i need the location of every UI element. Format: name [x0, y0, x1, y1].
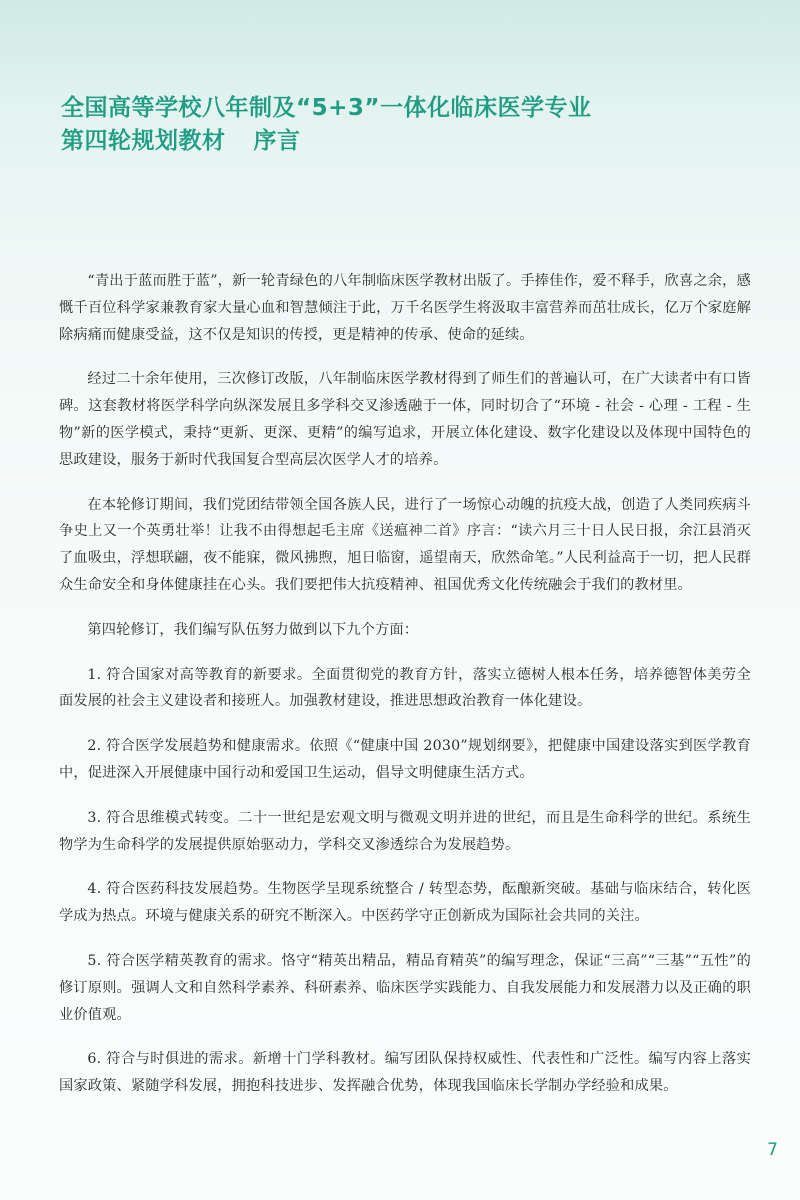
- list-item-3: 3. 符合思维模式转变。二十一世纪是宏观文明与微观文明并进的世纪，而且是生命科学的世纪。系统生物学为生命科学的发展提供原始驱动力，学科交叉渗透综合为发展趋势。: [59, 809, 751, 853]
- paragraph-history: 经过二十余年使用，三次修订改版，八年制临床医学教材得到了师生们的普遍认可，在广大读者中有口皆碑。这套教材将医学科学向纵深发展且多学科交叉渗透融于一体，同时切合了“环境 - 社会 - 心理 - 工程 - 生物”新的医学模式，秉持“更新、更深、更精”的编写追求，开展立体化建设、数字化建设以及体现中国特色的思政建设，服务于新时代我国复合型高层次医学人才的培养。: [59, 371, 751, 468]
- list-item-5: 5. 符合医学精英教育的需求。恪守“精英出精品，精品育精英”的编写理念，保证“三高”“三基”“五性”的修订原则。强调人文和自然科学素养、科研素养、临床医学实践能力、自我发展能力和发展潜力以及正确的职业价值观。: [59, 952, 751, 1023]
- paragraph-pandemic: 在本轮修订期间，我们党团结带领全国各族人民，进行了一场惊心动魄的抗疫大战，创造了人类同疾病斗争史上又一个英勇壮举！让我不由得想起毛主席《送瘟神二首》序言：“读六月三十日人民日报，余江县消灭了血吸虫，浮想联翩，夜不能寐，微风拂煦，旭日临窗，遥望南天，欣然命笔。”人民利益高于一切，把人民群众生命安全和身体健康挂在心头。我们要把伟大抗疫精神、祖国优秀文化传统融会于我们的教材里。: [59, 496, 751, 593]
- preface-body: [59, 268, 751, 1118]
- title-series-name: 第四轮规划教材: [61, 128, 226, 154]
- title-line-1: 全国高等学校八年制及“5+3”一体化临床医学专业: [61, 95, 592, 121]
- preface-title: [61, 92, 761, 158]
- page-number: 7: [767, 1140, 778, 1160]
- list-item-4: 4. 符合医药科技发展趋势。生物医学呈现系统整合 / 转型态势，酝酿新突破。基础与临床结合，转化医学成为热点。环境与健康关系的研究不断深入。中医药学守正创新成为国际社会共同的关注。: [59, 881, 751, 925]
- list-item-1: 1. 符合国家对高等教育的新要求。全面贯彻党的教育方针，落实立德树人根本任务，培养德智体美劳全面发展的社会主义建设者和接班人。加强教材建设，推进思想政治教育一体化建设。: [59, 666, 751, 710]
- list-item-6: 6. 符合与时俱进的需求。新增十门学科教材。编写团队保持权威性、代表性和广泛性。编写内容上落实国家政策、紧随学科发展，拥抱科技进步、发挥融合优势，体现我国临床长学制办学经验和成果。: [59, 1051, 751, 1095]
- list-item-2: 2. 符合医学发展趋势和健康需求。依照《“健康中国 2030”规划纲要》，把健康中国建设落实到医学教育中，促进深入开展健康中国行动和爱国卫生运动，倡导文明健康生活方式。: [59, 738, 751, 781]
- paragraph-intro: “青出于蓝而胜于蓝”，新一轮青绿色的八年制临床医学教材出版了。手捧佳作，爱不释手，欣喜之余，感慨千百位科学家兼教育家大量心血和智慧倾注于此，万千名医学生将汲取丰富营养而茁壮成长，亿万个家庭解除病痛而健康受益，这不仅是知识的传授，更是精神的传承、使命的延续。: [59, 273, 751, 343]
- title-line-2: [61, 125, 761, 158]
- paragraph-nine-aspects-intro: 第四轮修订，我们编写队伍努力做到以下九个方面：: [87, 621, 419, 638]
- title-preface-label: 序言: [253, 128, 301, 154]
